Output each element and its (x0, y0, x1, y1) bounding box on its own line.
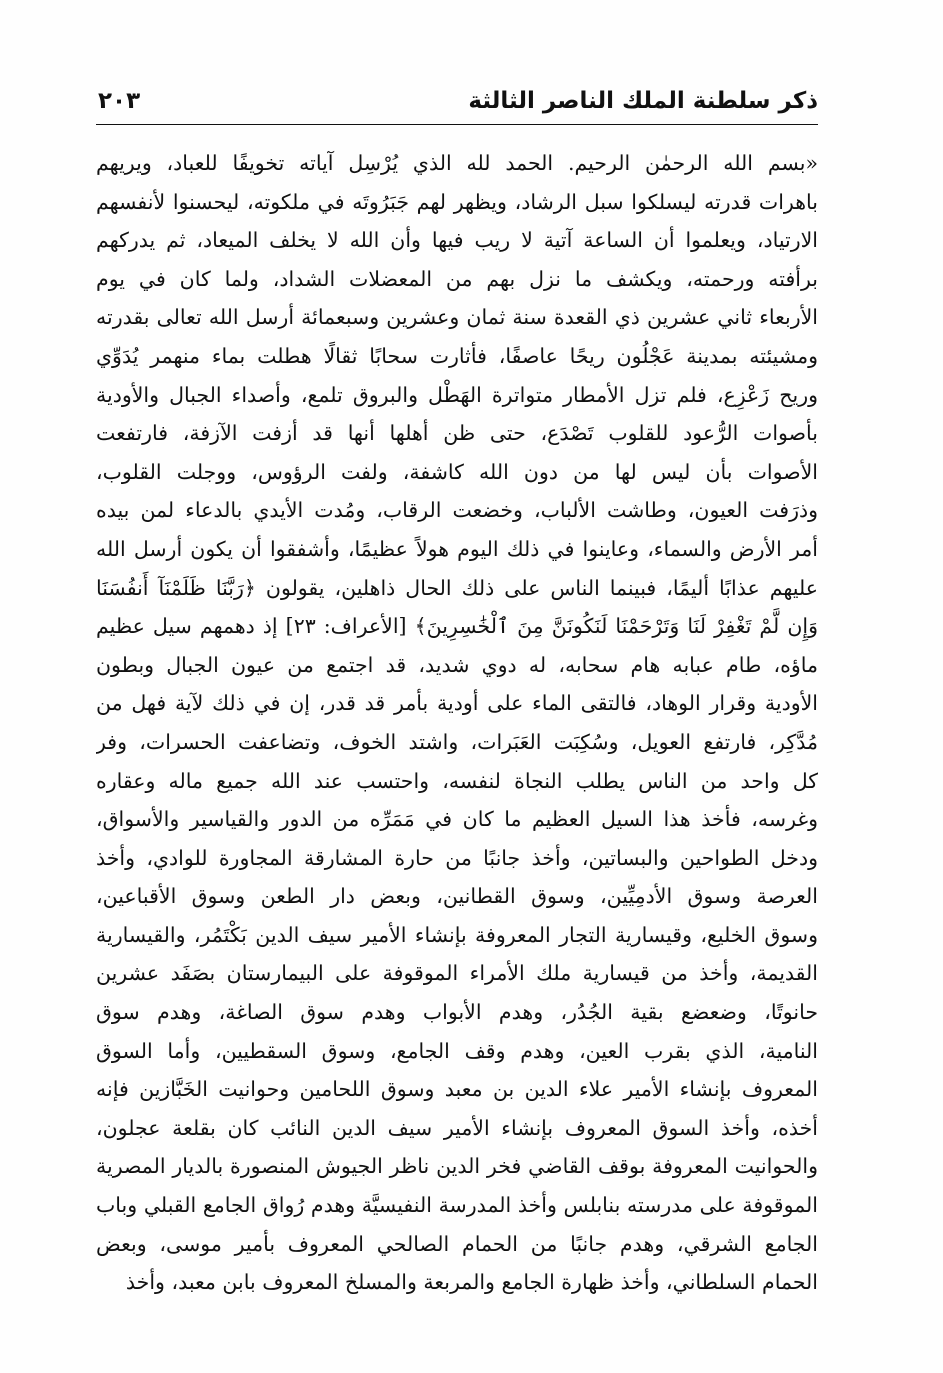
text-line: ماؤه، طام عبابه هام سحابه، له دوي شديد، قد اجتمع من عيون الجبال وبطون (96, 652, 818, 677)
text-line: أمر الأرض والسماء، وعاينوا في ذلك اليوم هولاً عظيمًا، وأشفقوا أن يكون أرسل الله (96, 536, 818, 561)
page-header (96, 84, 818, 124)
text-line: الأودية وقرار الوهاد، فالتقى الماء على أودية بأمر قد قدر، إن في ذلك لآية فهل من (96, 691, 818, 716)
text-line: باهرات قدرته ليسلكوا سبل الرشاد، ويظهر لهم جَبَرُوتَه في ملكوته، ليحسنوا لأنفسهم (96, 189, 818, 214)
text-line: العرصة وسوق الأدمِيِّين، وسوق القطانين، وبعض دار الطعن وسوق الأقباعين، (96, 884, 818, 909)
text-line: الجامع الشرقي، وهدم جانبًا من الحمام الصالحي المعروف بأمير موسى، وبعض (96, 1231, 818, 1256)
text-line: الارتياد، ويعلموا أن الساعة آتية لا ريب فيها وأن الله لا يخلف الميعاد، ثم يدركهم (96, 228, 818, 253)
text-line: وسوق الخليع، وقيسارية التجار المعروفة بإنشاء الأمير سيف الدين بَكْتَمُر، والقيسارية (96, 922, 818, 947)
text-line: كل واحد من الناس يطلب النجاة لنفسه، واحتسب عند الله جميع ماله وعقاره (96, 768, 818, 793)
running-title: ذكر سلطنة الملك الناصر الثالثة (468, 88, 818, 114)
text-line: برأفته ورحمته، ويكشف ما نزل بهم من المعضلات الشداد، ولما كان في يوم (96, 266, 818, 291)
text-line: وغرسه، فأخذ هذا السيل العظيم ما كان في مَمَرِّه من الدور والقياسير والأسواق، (96, 807, 818, 832)
text-line: القديمة، وأخذ من قيسارية ملك الأمراء الموقوفة على البيمارستان بصَفَد عشرين (96, 961, 818, 986)
text-line: الحمام السلطاني، وأخذ ظهارة الجامع والمربعة والمسلخ المعروف بابن معبد، وأخذ (125, 1270, 818, 1295)
text-line: الأصوات بأن ليس لها من دون الله كاشفة، ولفت الرؤوس، ووجلت القلوب، (96, 459, 818, 484)
text-line: وريح زَعْزِع، فلم تزل الأمطار متواترة الهَطْل والبروق تلمع، وأصداء الجبال والأودية (96, 382, 818, 407)
text-line: وَإِن لَّمْ تَغْفِرْ لَنَا وَتَرْحَمْنَا لَنَكُونَنَّ مِنَ ٱلْخَٰسِرِينَ﴾ [الأعراف: ٢٣] إذ دهمهم سيل عظيم (96, 614, 818, 639)
text-line: الأربعاء ثاني عشرين ذي القعدة سنة ثمان وعشرين وسبعمائة أرسل الله تعالى بقدرته (96, 305, 818, 330)
text-line: بأصوات الرُّعود للقلوب تَصْدَع، حتى ظن أهلها أنها قد أزفت الآزفة، فارتفعت (96, 421, 818, 446)
body-text (96, 144, 818, 1302)
text-line: النامية، الذي بقرب العين، وهدم وقف الجامع، وسوق السقطيين، وأما السوق (96, 1038, 818, 1063)
header-divider (96, 124, 818, 125)
text-line: وذرَفت العيون، وطاشت الألباب، وخضعت الرقاب، ومُدت الأيدي بالدعاء لمن بيده (96, 498, 818, 523)
text-line: مُدَّكِر، فارتفع العويل، وسُكِبَت العَبَرات، واشتد الخوف، وتضاعفت الحسرات، وفر (96, 729, 818, 754)
text-line: حانوتًا، وضعضع بقية الجُدُر، وهدم الأبواب وهدم سوق الصاغة، وهدم سوق (96, 1000, 818, 1025)
text-line: أخذه، وأخذ السوق المعروف بإنشاء الأمير سيف الدين النائب كان بقلعة عجلون، (96, 1115, 818, 1140)
text-line: المعروف بإنشاء الأمير علاء الدين بن معبد وسوق اللحامين وحوانيت الخَبَّازين فإنه (96, 1077, 818, 1102)
page-number: ٢٠٣ (98, 88, 141, 114)
text-line: «بسم الله الرحمٰن الرحيم. الحمد لله الذي يُرْسِل آياته تخويفًا للعباد، ويريهم (96, 151, 818, 175)
text-line: عليهم عذابًا أليمًا، فبينما الناس على ذلك الحال ذاهلين، يقولون ﴿رَبَّنَا ظَلَمْنَآ أَنفُسَنَا (96, 575, 818, 600)
text-line: ودخل الطواحين والبساتين، وأخذ جانبًا من حارة المشارقة المجاورة للوادي، وأخذ (96, 845, 818, 870)
text-line: الموقوفة على مدرسته بنابلس وأخذ المدرسة النفيسيَّة وهدم رُواق الجامع القبلي وباب (96, 1193, 818, 1218)
text-line: والحوانيت المعروفة بوقف القاضي فخر الدين ناظر الجيوش المنصورة بالديار المصرية (96, 1154, 818, 1179)
text-line: ومشيئته بمدينة عَجْلُون ريحًا عاصفًا، فأثارت سحابًا ثقالًا هطلت بماء منهمر يُدَوِّي (96, 343, 818, 368)
